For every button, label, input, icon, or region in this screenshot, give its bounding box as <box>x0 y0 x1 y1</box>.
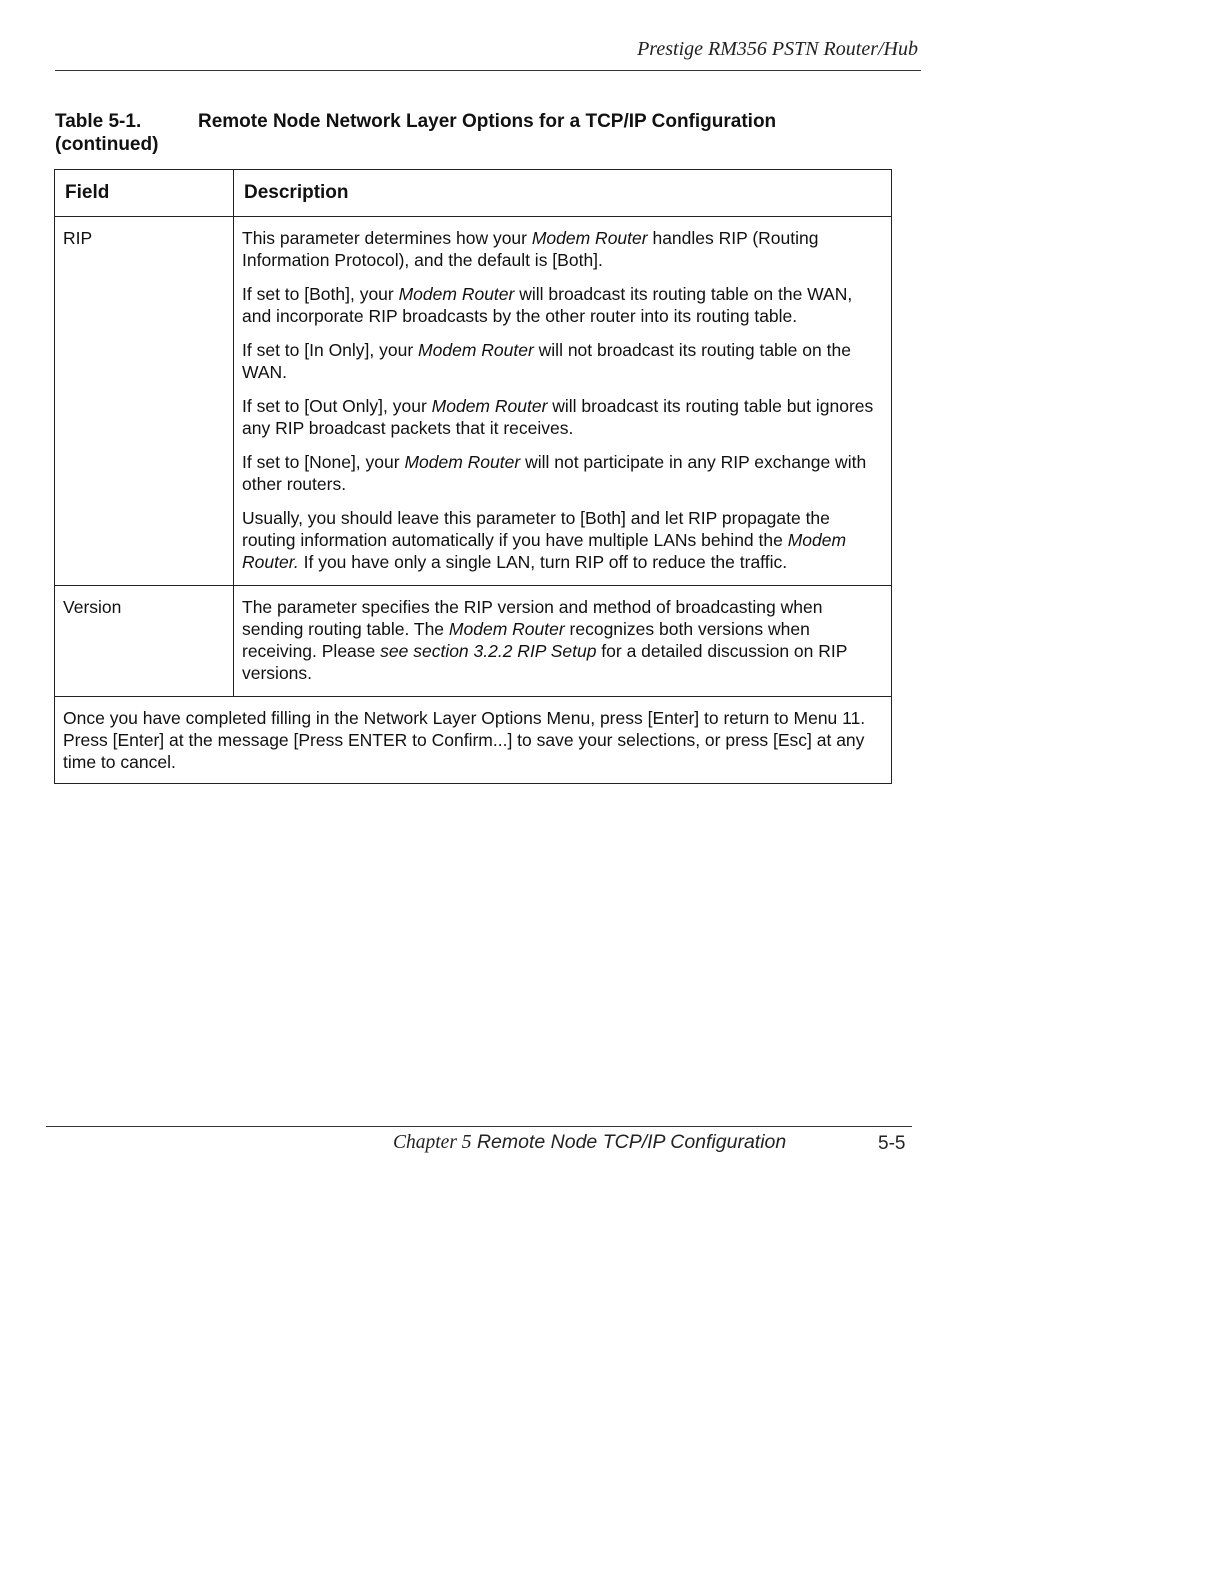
description-cell <box>234 586 892 697</box>
table-title: Remote Node Network Layer Options for a TCP/IP Configuration <box>198 111 777 132</box>
description-paragraph <box>242 283 883 327</box>
text-run: handles RIP (Routing Information Protocol), and the default is [Both]. <box>242 228 819 270</box>
italic-run: Modem Router <box>531 228 648 248</box>
field-cell: RIP <box>55 217 234 586</box>
text-run: will not broadcast its routing table on the WAN. <box>242 340 851 382</box>
italic-run: Modem Router <box>448 619 565 639</box>
description-paragraph <box>242 339 883 383</box>
running-header: Prestige RM356 PSTN Router/Hub <box>637 38 918 60</box>
header-rule <box>55 70 921 71</box>
text-run: Usually, you should leave this parameter to [Both] and let RIP propagate the routing information automatically if you have multiple LANs behind the <box>242 508 830 550</box>
text-run: If set to [Both], your <box>242 284 399 304</box>
italic-run: Modem Router <box>431 396 548 416</box>
text-run: This parameter determines how your <box>242 228 532 248</box>
text-run: If set to [In Only], your <box>242 340 419 360</box>
options-table <box>54 169 892 784</box>
table-header-row <box>55 170 892 217</box>
description-paragraph <box>242 507 883 573</box>
description-paragraph <box>242 451 883 495</box>
italic-run: Modem Router <box>404 452 521 472</box>
text-run: will not participate in any RIP exchange with other routers. <box>242 452 867 494</box>
table-row-version <box>55 586 892 697</box>
italic-run: see section 3.2.2 RIP Setup <box>380 641 597 661</box>
text-run: recognizes both versions when receiving. Please <box>242 619 810 661</box>
field-column-header: Field <box>55 170 234 217</box>
description-cell <box>234 217 892 586</box>
table-footer-note: Once you have completed filling in the Network Layer Options Menu, press [Enter] to return to Menu 11. Press [Enter] at the message [Press ENTER to Confirm...] to save your selections, or press [Esc] at any time to cancel. <box>55 697 892 784</box>
text-run: If set to [None], your <box>242 452 405 472</box>
footer-chapter-title: Remote Node TCP/IP Configuration <box>476 1131 787 1153</box>
text-run: will broadcast its routing table but ignores any RIP broadcast packets that it receives. <box>242 396 874 438</box>
text-run: If set to [Out Only], your <box>242 396 432 416</box>
italic-run: Modem Router <box>398 284 515 304</box>
text-run: If you have only a single LAN, turn RIP off to reduce the traffic. <box>298 552 788 572</box>
table-continued-label: (continued) <box>55 134 159 155</box>
description-paragraph <box>242 596 883 684</box>
footer-chapter-prefix: Chapter 5 <box>393 1132 472 1153</box>
page-number: 5-5 <box>878 1133 906 1154</box>
description-paragraph <box>242 227 883 271</box>
footer-rule <box>46 1126 912 1127</box>
text-run: will broadcast its routing table on the WAN, and incorporate RIP broadcasts by the other router into its routing table. <box>242 284 853 326</box>
running-footer <box>393 1131 786 1154</box>
text-run: for a detailed discussion on RIP versions. <box>242 641 848 683</box>
description-column-header: Description <box>234 170 892 217</box>
italic-run: Modem Router. <box>242 530 847 572</box>
description-paragraph <box>242 395 883 439</box>
italic-run: Modem Router <box>418 340 534 360</box>
text-run: The parameter specifies the RIP version and method of broadcasting when sending routing table. The <box>242 597 823 639</box>
table-number: Table 5-1. <box>55 111 142 132</box>
table-row-rip <box>55 217 892 586</box>
field-cell: Version <box>55 586 234 697</box>
table-footer-row <box>55 697 892 784</box>
